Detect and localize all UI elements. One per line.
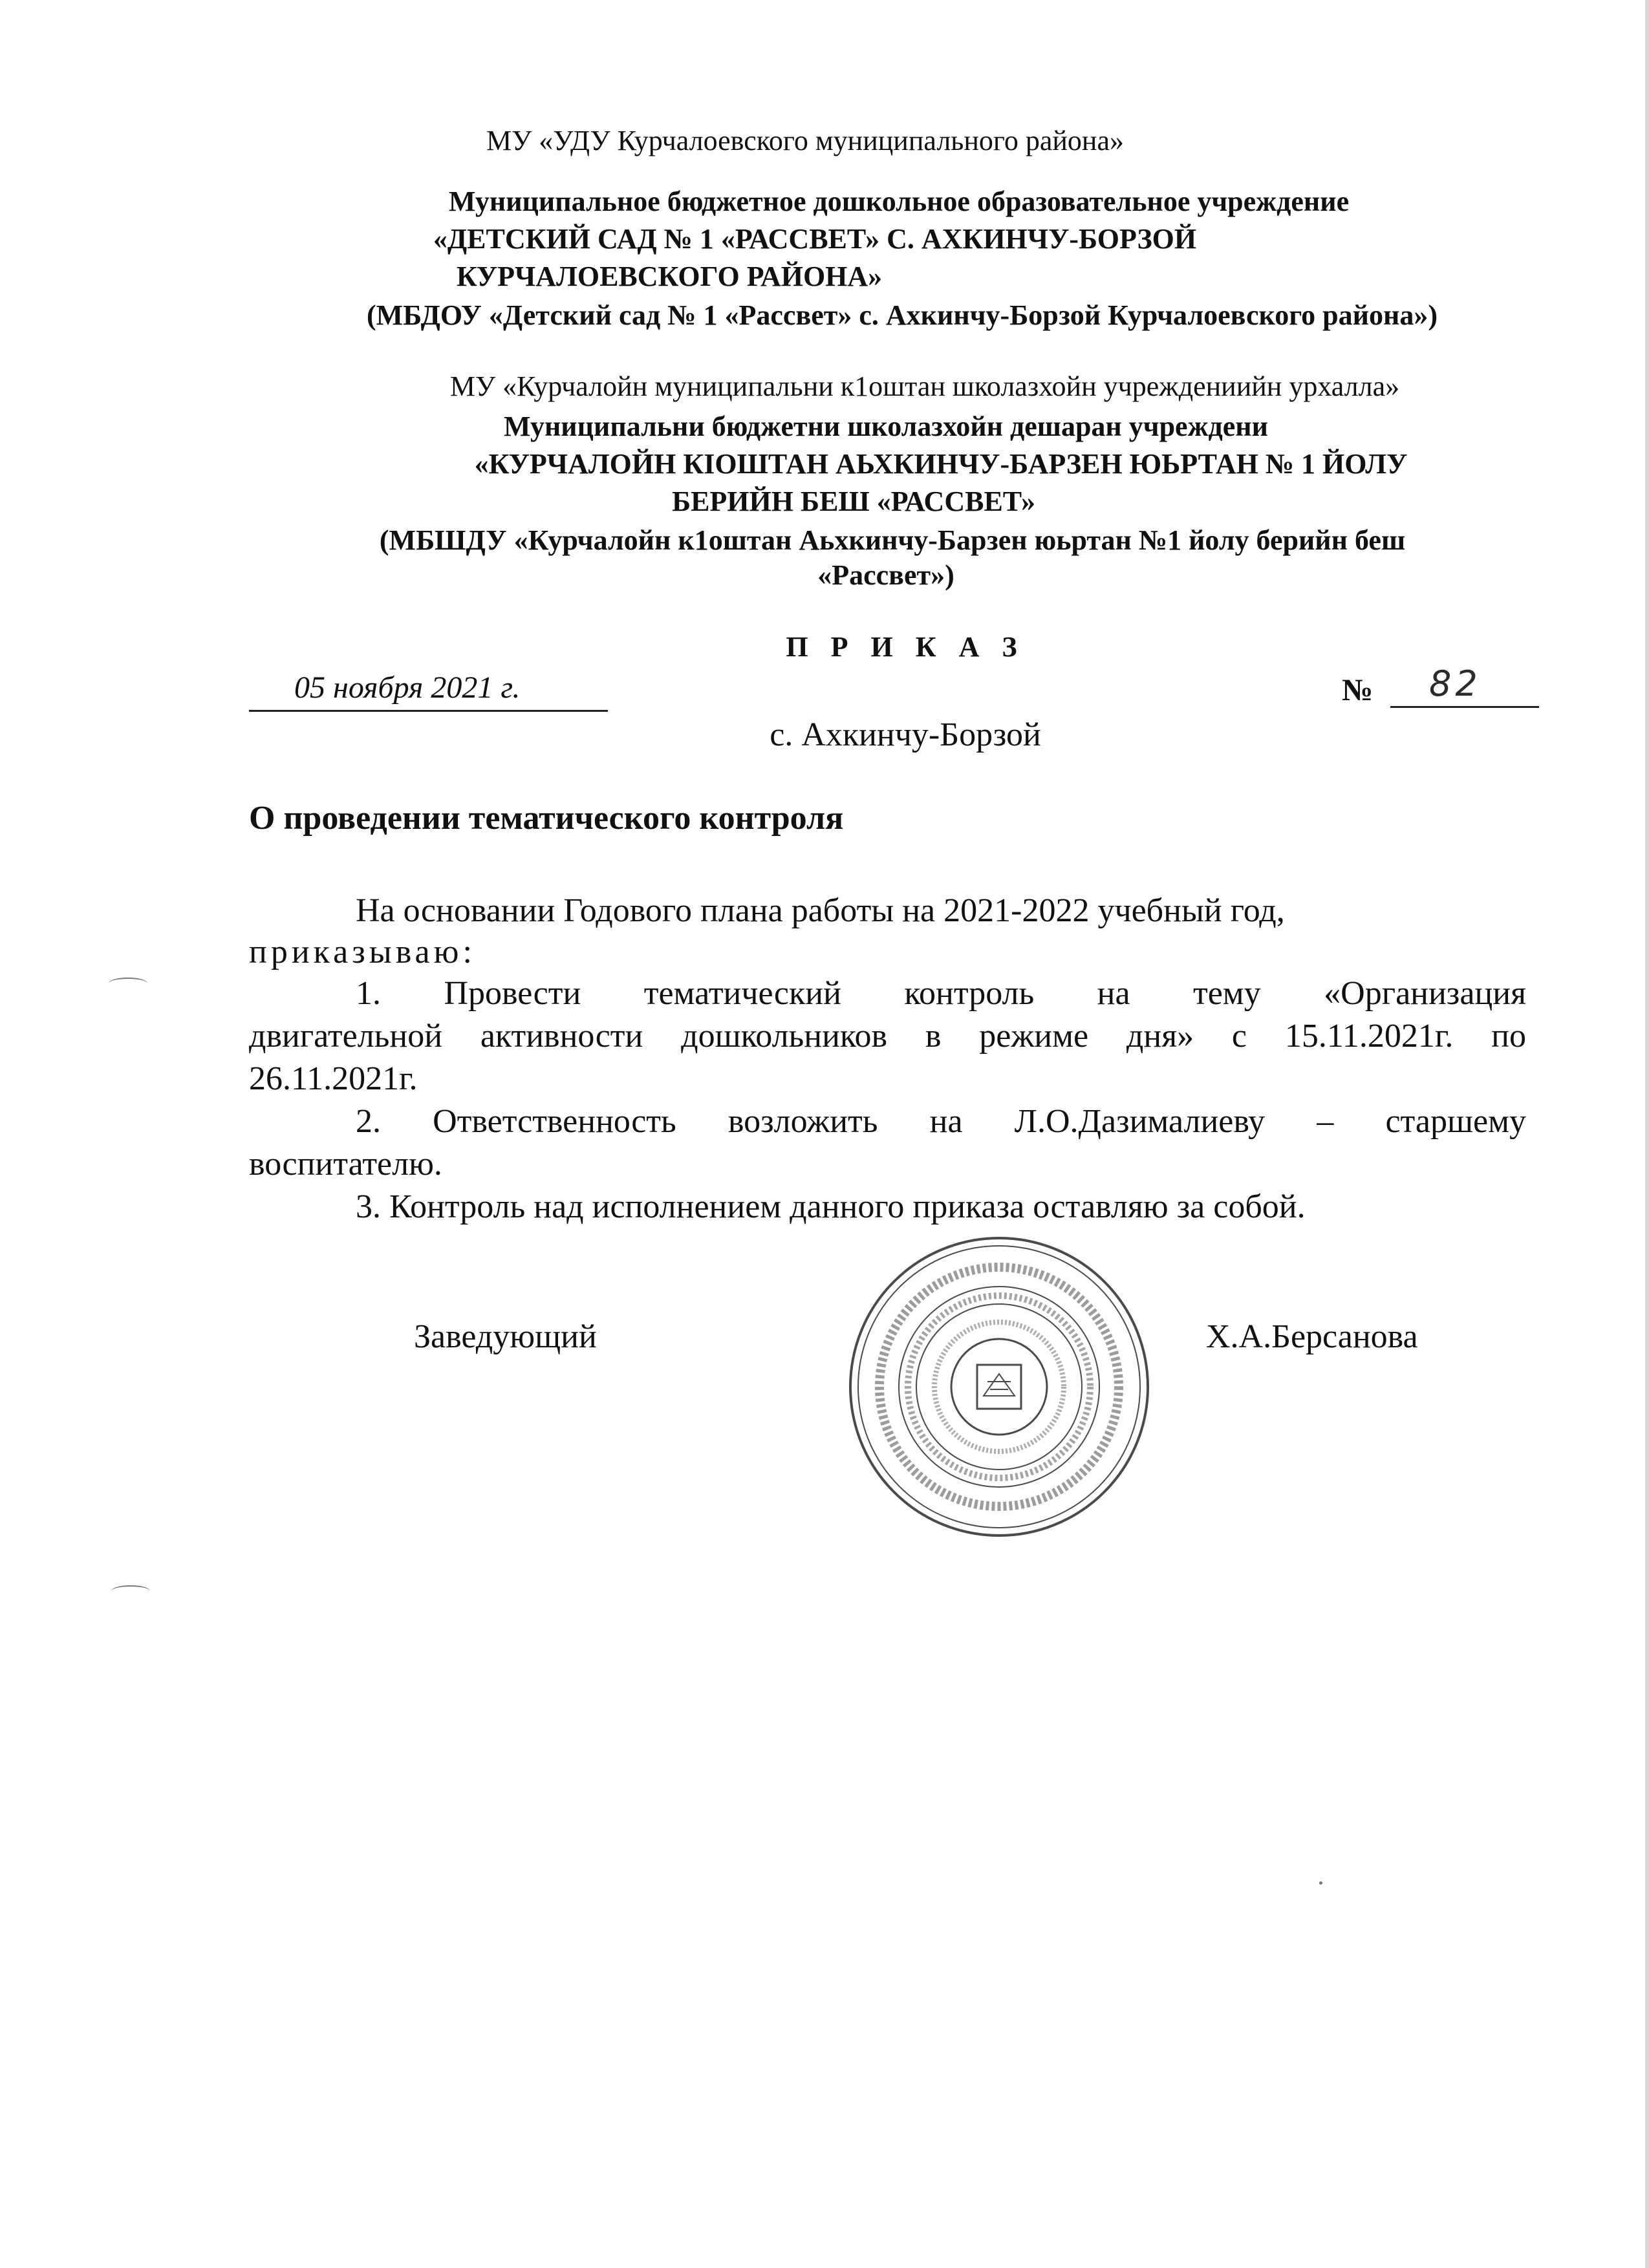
- header-ce-line-4: БЕРИЙН БЕШ «РАССВЕТ»: [671, 486, 1036, 517]
- item-2-line-2: воспитателю.: [249, 1146, 442, 1182]
- item-1-line-1: 1. Провести тематический контроль на тему «Организация: [356, 975, 1526, 1012]
- scan-mark: [111, 1585, 150, 1597]
- header-ce-line-6: «Рассвет»): [817, 559, 954, 591]
- item-2-line-1: 2. Ответственность возложить на Л.О.Дазималиеву – старшему: [356, 1103, 1526, 1140]
- header-ce-line-3: «КУРЧАЛОЙН КIОШТАН АЬХКИНЧУ-БАРЗЕН ЮЬРТАН № 1 ЙОЛУ: [474, 448, 1408, 480]
- signer-name: Х.А.Берсанова: [1206, 1318, 1418, 1355]
- header-ru-line-3: «ДЕТСКИЙ САД № 1 «РАССВЕТ» С. АХКИНЧУ-БОРЗОЙ: [433, 223, 1197, 255]
- header-ru-line-2: Муниципальное бюджетное дошкольное образовательное учреждение: [448, 186, 1350, 217]
- organization-seal: [844, 1232, 1154, 1542]
- order-place: с. Ахкинчу-Борзой: [770, 716, 1041, 753]
- order-date: 05 ноября 2021 г.: [294, 670, 521, 705]
- number-underline: [1390, 706, 1539, 708]
- order-subject: О проведении тематического контроля: [249, 800, 844, 837]
- header-ru-line-1: МУ «УДУ Курчалоевского муниципального района»: [486, 125, 1124, 156]
- scan-mark: [109, 978, 147, 989]
- item-3: 3. Контроль над исполнением данного приказа оставляю за собой.: [356, 1188, 1306, 1225]
- order-title: П Р И К А З: [786, 631, 1025, 663]
- header-ce-line-2: Муниципальни бюджетни школазхойн дешаран учреждени: [504, 411, 1268, 442]
- item-1-line-2: двигательной активности дошкольников в режиме дня» с 15.11.2021г. по: [249, 1018, 1526, 1054]
- number-label: №: [1342, 673, 1374, 707]
- date-underline: [249, 710, 608, 712]
- basis-line: На основании Годового плана работы на 2021-2022 учебный год,: [356, 892, 1285, 929]
- order-number-handwritten: 82: [1429, 663, 1482, 704]
- signer-position: Заведующий: [414, 1318, 597, 1355]
- header-ru-line-5: (МБДОУ «Детский сад № 1 «Рассвет» с. Ахкинчу-Борзой Курчалоевского района»): [367, 299, 1438, 331]
- header-ce-line-5: (МБШДУ «Курчалойн к1оштан Аьхкинчу-Барзен юьртан №1 йолу берийн беш: [379, 524, 1406, 556]
- item-1-line-3: 26.11.2021г.: [249, 1060, 418, 1097]
- scan-dot: [1319, 1881, 1322, 1885]
- order-verb: приказываю:: [249, 934, 476, 970]
- header-ru-line-4: КУРЧАЛОЕВСКОГО РАЙОНА»: [456, 261, 883, 292]
- header-ce-line-1: МУ «Курчалойн муниципальни к1оштан школазхойн учреждениийн урхалла»: [449, 370, 1400, 402]
- scan-edge: [1645, 0, 1649, 2268]
